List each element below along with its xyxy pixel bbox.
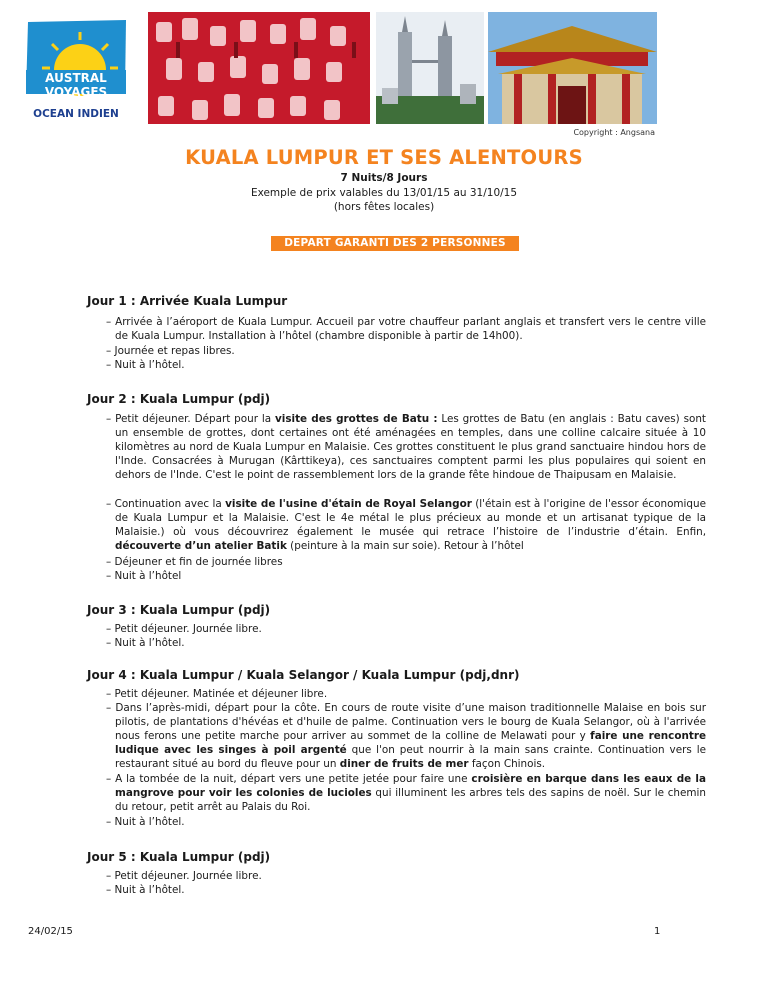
list-item: – A la tombée de la nuit, départ vers une petite jetée pour faire une croisière en barque dans les eaux de la mangrove pour voir les colonies de lucioles qui illuminent les arbres tels des sapins de noël. Sur le chemin du retour, petit arrêt au Palais du Roi.: [106, 773, 706, 814]
page-title: KUALA LUMPUR ET SES ALENTOURS: [185, 146, 583, 169]
chinese-temple-photo: [488, 12, 657, 124]
day-2-heading: Jour 2 : Kuala Lumpur (pdj): [87, 392, 271, 406]
duration: 7 Nuits/8 Jours: [340, 172, 428, 184]
list-item: – Nuit à l’hôtel: [106, 570, 182, 582]
day-3-heading: Jour 3 : Kuala Lumpur (pdj): [87, 603, 271, 617]
footer-date: 24/02/15: [28, 926, 73, 937]
list-item: – Continuation avec la visite de l'usine d'étain de Royal Selangor (l'étain est à l'origine de l'essor économique de Kuala Lumpur et la Malaisie. C'est le 4e métal le plus précieux au monde et un artisanat typique de la Malaisie.) où vous découvrirez également le musée qui retrace l’histoire de l’industrie d’étain. Enfin, découverte d’un atelier Batik (peinture à la main sur soie). Retour à l’hôtel: [106, 498, 707, 553]
svg-text:AUSTRAL: AUSTRAL: [45, 71, 107, 85]
day-4-heading: Jour 4 : Kuala Lumpur / Kuala Selangor / Kuala Lumpur (pdj,dnr): [87, 668, 520, 682]
day-1-heading: Jour 1 : Arrivée Kuala Lumpur: [87, 294, 288, 308]
list-item: – Petit déjeuner. Journée libre.: [106, 623, 262, 635]
list-item: – Petit déjeuner. Départ pour la visite des grottes de Batu : Les grottes de Batu (en anglais : Batu caves) sont un ensemble de grottes, dont certaines ont été aménagées en temples, dans une colline calcaire située à 10 kilomètres au nord de Kuala Lumpur en Malaisie. Ces grottes constituent le plus grand sanctuaire hindou hors de l'Inde. Consacrées à Murugan (Kârttikeya), ces sanctuaires comptent parmi les plus populaires qui soient en dehors de l'Inde. C'est le point de rassemblement lors de la grande fête hindoue de Thaipusam en Malaisie.: [106, 413, 707, 482]
list-item: – Nuit à l’hôtel.: [106, 816, 185, 828]
list-item: – Nuit à l’hôtel.: [106, 884, 185, 896]
souvenir-market-photo: [148, 12, 370, 124]
list-item: – Petit déjeuner. Journée libre.: [106, 870, 262, 882]
price-validity: Exemple de prix valables du 13/01/15 au 31/10/15: [250, 187, 518, 199]
list-item: – Nuit à l’hôtel.: [106, 359, 185, 371]
page-number: 1: [654, 926, 661, 937]
svg-text:VOYAGES: VOYAGES: [44, 85, 108, 99]
price-exclusion: (hors fêtes locales): [333, 201, 435, 213]
list-item: – Nuit à l’hôtel.: [106, 637, 185, 649]
list-item: – Dans l’après-midi, départ pour la côte. En cours de route visite d’une maison traditionnelle Malaise en bois sur pilotis, de plantations d'hévéas et d'huile de palme. Continuation vers le bourg de Kuala Selangor, où à l'arrivée nous ferons une petite marche pour arriver au sommet de la colline de Melawati pour y faire une rencontre ludique avec les singes à poil argenté que l'on peut nourrir à la main sans crainte. Continuation vers le restaurant situé au bord du fleuve pour un diner de fruits de mer façon Chinois.: [106, 702, 707, 771]
list-item: – Journée et repas libres.: [106, 345, 235, 357]
list-item: – Déjeuner et fin de journée libres: [106, 556, 283, 568]
day-5-heading: Jour 5 : Kuala Lumpur (pdj): [87, 850, 271, 864]
list-item: – Petit déjeuner. Matinée et déjeuner libre.: [106, 688, 328, 700]
petronas-towers-photo: [376, 12, 484, 124]
svg-text:OCEAN INDIEN: OCEAN INDIEN: [33, 108, 119, 120]
copyright-note: Copyright : Angsana: [573, 128, 655, 137]
austral-voyages-logo: [22, 18, 130, 122]
list-item: – Arrivée à l’aéroport de Kuala Lumpur. Accueil par votre chauffeur parlant anglais et transfert vers le centre ville de Kuala Lumpur. Installation à l’hôtel (chambre disponible à partir de 14h00).: [106, 316, 706, 343]
guaranteed-departure-badge: DEPART GARANTI DES 2 PERSONNES: [271, 236, 519, 251]
